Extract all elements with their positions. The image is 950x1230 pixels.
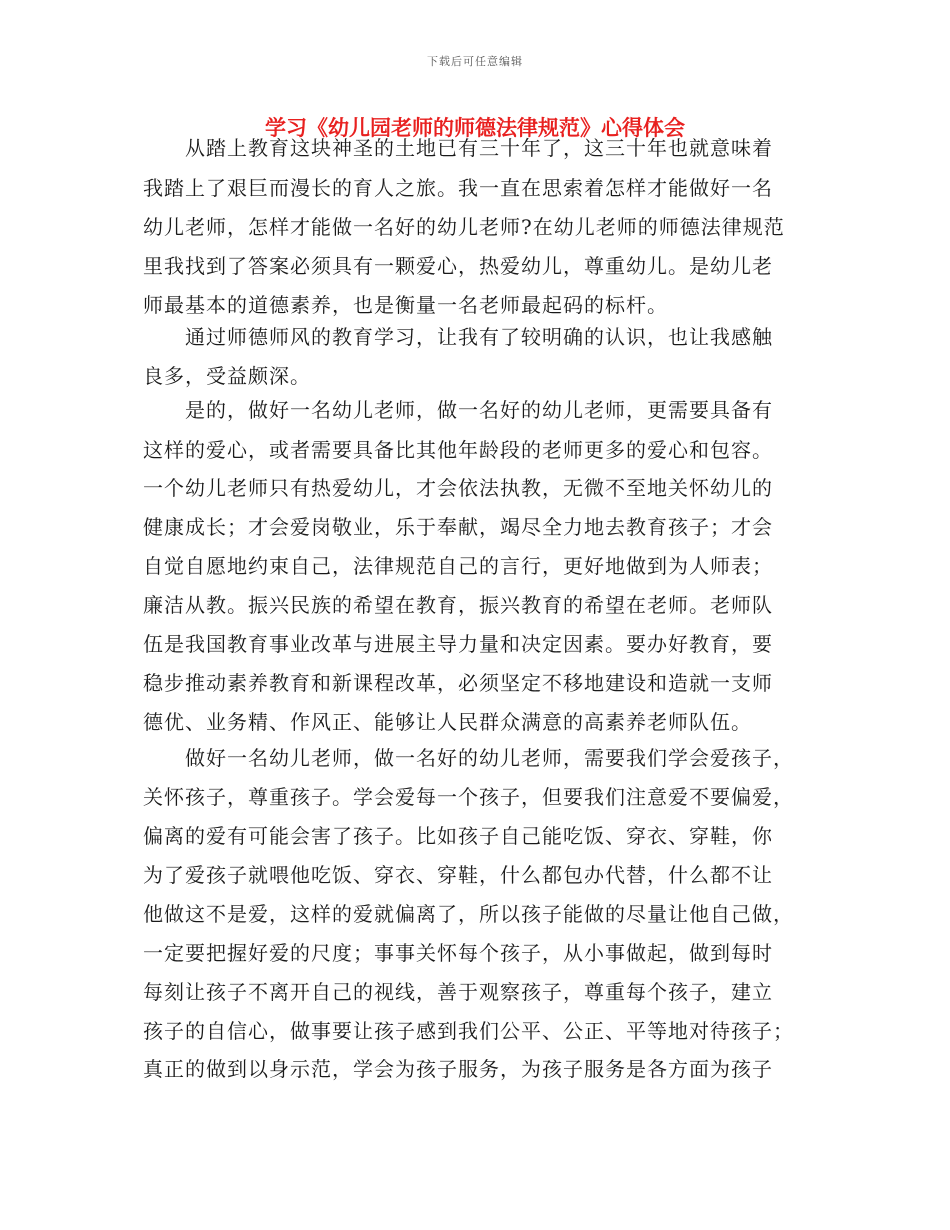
header-note: 下载后可任意编辑	[427, 55, 523, 68]
body-line: 健康成长；才会爱岗敬业，乐于奉献，竭尽全力地去教育孩子；才会	[143, 515, 773, 539]
body-line: 自觉自愿地约束自己，法律规范自己的言行，更好地做到为人师表；	[143, 554, 773, 578]
body-line: 德优、业务精、作风正、能够让人民群众满意的高素养老师队伍。	[143, 710, 752, 734]
body-line: 幼儿老师，怎样才能做一名好的幼儿老师?在幼儿老师的师德法律规范	[143, 215, 785, 239]
body-line: 廉洁从教。振兴民族的希望在教育，振兴教育的希望在老师。老师队	[143, 593, 773, 617]
body-line: 他做这不是爱，这样的爱就偏离了，所以孩子能做的尽量让他自己做，	[143, 902, 794, 926]
body-line: 一定要把握好爱的尺度；事事关怀每个孩子，从小事做起，做到每时	[143, 941, 773, 965]
body-line: 孩子的自信心，做事要让孩子感到我们公平、公正、平等地对待孩子；	[143, 1019, 794, 1043]
body-line: 一个幼儿老师只有热爱幼儿，才会依法执教，无微不至地关怀幼儿的	[143, 476, 773, 500]
body-line: 我踏上了艰巨而漫长的育人之旅。我一直在思索着怎样才能做好一名	[143, 176, 773, 200]
body-line: 真正的做到以身示范，学会为孩子服务，为孩子服务是各方面为孩子	[143, 1057, 773, 1081]
body-line: 从踏上教育这块神圣的土地已有三十年了，这三十年也就意味着	[143, 136, 773, 160]
body-line: 伍是我国教育事业改革与进展主导力量和决定因素。要办好教育，要	[143, 632, 773, 656]
body-line: 为了爱孩子就喂他吃饭、穿衣、穿鞋，什么都包办代替，什么都不让	[143, 863, 773, 887]
body-line: 做好一名幼儿老师，做一名好的幼儿老师，需要我们学会爱孩子，	[143, 746, 794, 770]
body-line: 良多，受益颇深。	[143, 364, 311, 388]
body-line: 是的，做好一名幼儿老师，做一名好的幼儿老师，更需要具备有	[143, 398, 773, 422]
body-line: 偏离的爱有可能会害了孩子。比如孩子自己能吃饭、穿衣、穿鞋，你	[143, 824, 773, 848]
body-line: 这样的爱心，或者需要具备比其他年龄段的老师更多的爱心和包容。	[143, 438, 773, 462]
body-line: 稳步推动素养教育和新课程改革，必须坚定不移地建设和造就一支师	[143, 671, 773, 695]
document-title: 学习《幼儿园老师的师德法律规范》心得体会	[265, 116, 685, 140]
body-line: 每刻让孩子不离开自己的视线，善于观察孩子，尊重每个孩子，建立	[143, 980, 773, 1004]
body-line: 里我找到了答案必须具有一颗爱心，热爱幼儿，尊重幼儿。是幼儿老	[143, 254, 773, 278]
body-line: 师最基本的道德素养，也是衡量一名老师最起码的标杆。	[143, 293, 668, 317]
body-line: 通过师德师风的教育学习，让我有了较明确的认识，也让我感触	[143, 325, 773, 349]
body-line: 关怀孩子，尊重孩子。学会爱每一个孩子，但要我们注意爱不要偏爱，	[143, 785, 794, 809]
